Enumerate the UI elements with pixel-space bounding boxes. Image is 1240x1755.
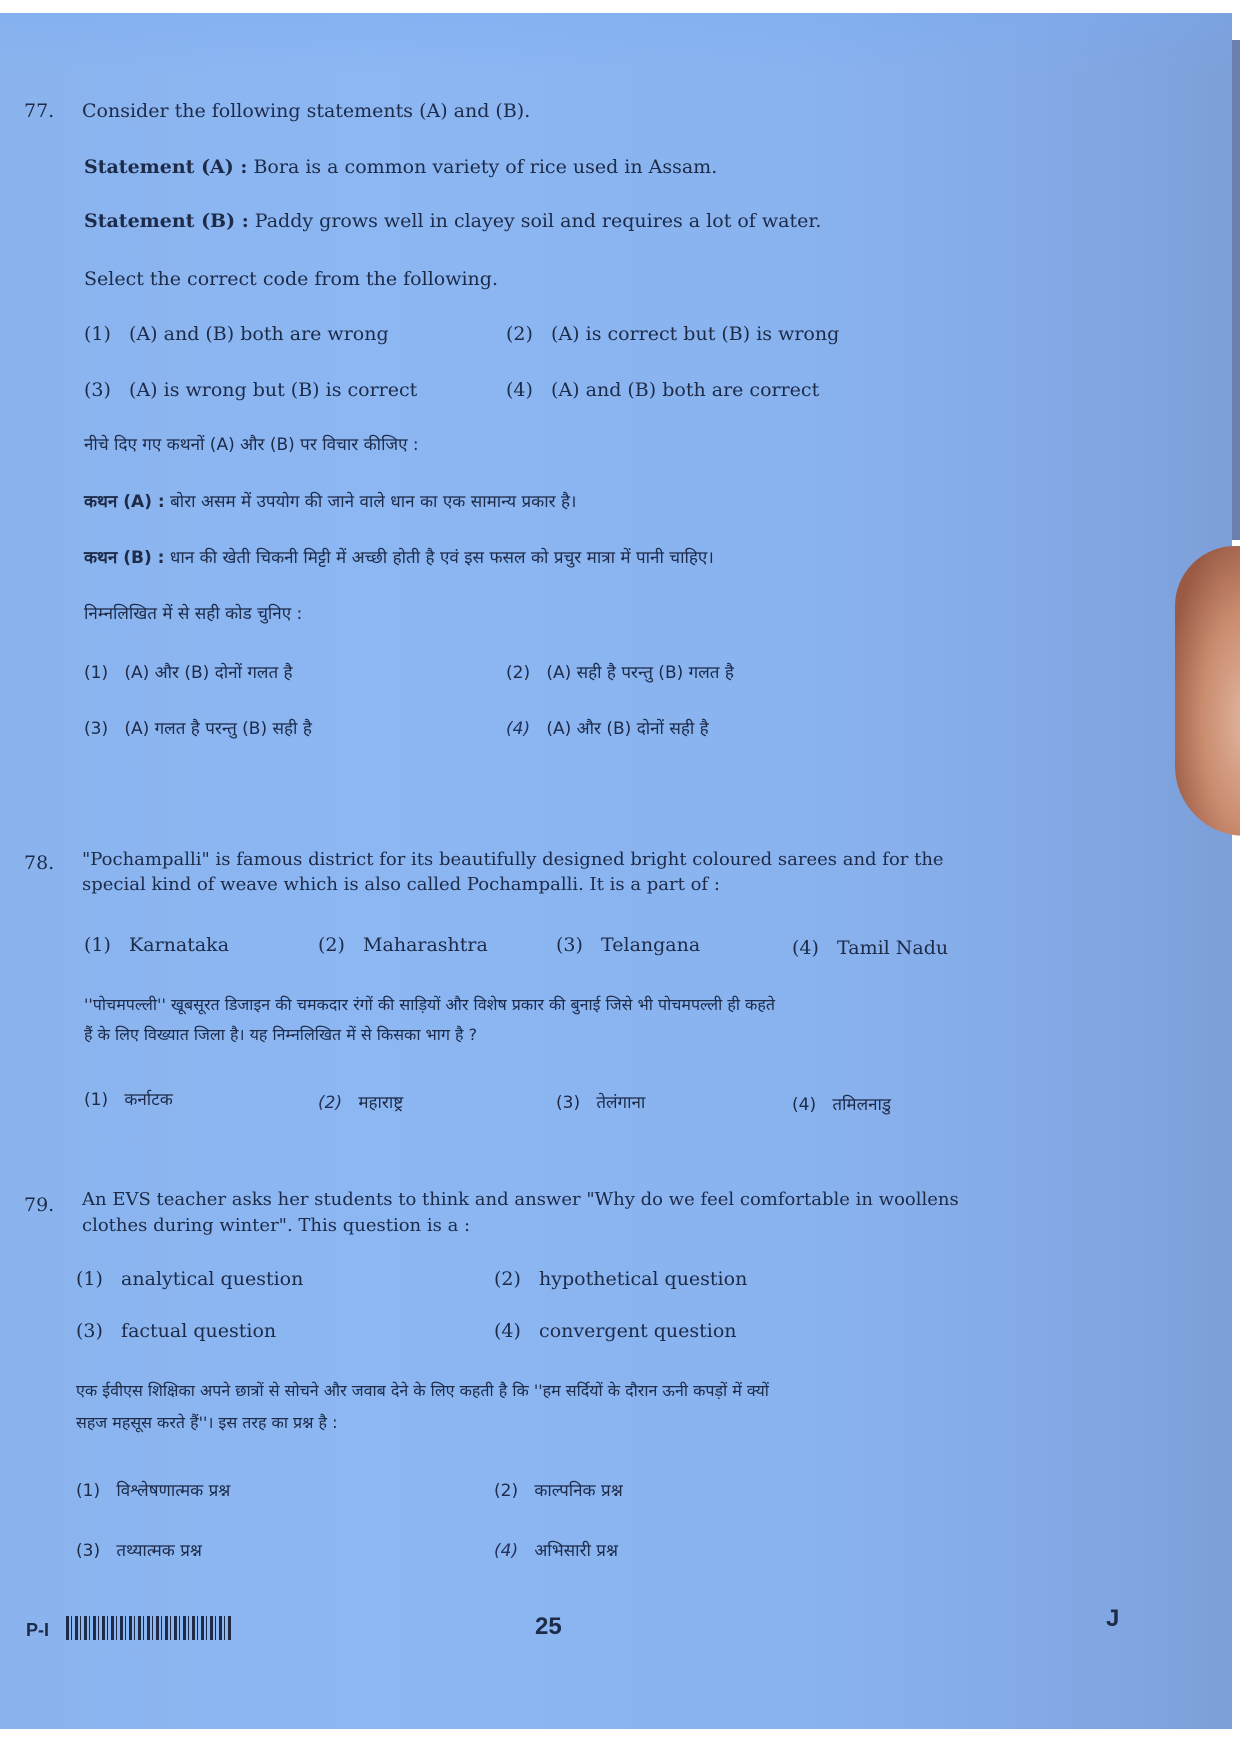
option-4[interactable]: (4) convergent question xyxy=(494,1320,737,1342)
page-number: 25 xyxy=(535,1613,562,1640)
shadow-edge xyxy=(1232,40,1240,540)
hindi-question-stem-line-2: सहज महसूस करते हैं''। इस तरह का प्रश्न है : xyxy=(76,1413,338,1432)
hindi-option-2[interactable]: (2) (A) सही है परन्तु (B) गलत है xyxy=(506,663,734,683)
question-stem-line-1: "Pochampalli" is famous district for its beautifully designed bright coloured sarees and for the xyxy=(82,849,944,870)
option-2[interactable]: (2) Maharashtra xyxy=(318,934,488,956)
hindi-question-stem-line-2: हैं के लिए विख्यात जिला है। यह निम्नलिखित में से किसका भाग है ? xyxy=(84,1025,478,1044)
hindi-option-3[interactable]: (3) (A) गलत है परन्तु (B) सही है xyxy=(84,719,312,739)
question-stem-line-1: An EVS teacher asks her students to think and answer "Why do we feel comfortable in woollens xyxy=(82,1189,959,1210)
hindi-option-1[interactable]: (1) कर्नाटक xyxy=(84,1090,173,1110)
question-number: 78. xyxy=(24,852,55,874)
barcode-icon xyxy=(66,1616,232,1640)
option-1[interactable]: (1) analytical question xyxy=(76,1268,304,1290)
pen-mark-icon: (4) xyxy=(506,719,531,739)
option-2[interactable]: (2) (A) is correct but (B) is wrong xyxy=(506,323,840,345)
set-code: J xyxy=(1106,1605,1120,1632)
instruction: Select the correct code from the following. xyxy=(84,268,498,290)
hindi-statement-b: कथन (B) : धान की खेती चिकनी मिट्टी में अच्छी होती है एवं इस फसल को प्रचुर मात्रा में पानी चाहिए। xyxy=(84,548,714,568)
hindi-question-stem-line-1: एक ईवीएस शिक्षिका अपने छात्रों से सोचने और जवाब देने के लिए कहती है कि ''हम सर्दियों के दौरान ऊनी कपड़ों में क्यों xyxy=(76,1381,769,1400)
option-4[interactable]: (4) Tamil Nadu xyxy=(792,937,949,959)
option-2[interactable]: (2) hypothetical question xyxy=(494,1268,748,1290)
hindi-option-3[interactable]: (3) तेलंगाना xyxy=(556,1093,646,1113)
option-3[interactable]: (3) Telangana xyxy=(556,934,701,956)
hindi-statement-a: कथन (A) : बोरा असम में उपयोग की जाने वाले धान का एक सामान्य प्रकार है। xyxy=(84,492,577,512)
hindi-question-stem: नीचे दिए गए कथनों (A) और (B) पर विचार कीजिए : xyxy=(84,435,419,455)
thumb-image xyxy=(1175,546,1240,836)
statement-b: Statement (B) : Paddy grows well in clayey soil and requires a lot of water. xyxy=(84,210,822,232)
pen-mark-icon: (4) xyxy=(494,1541,519,1561)
hindi-question-stem-line-1: ''पोचमपल्ली'' खूबसूरत डिजाइन की चमकदार रंगों की साड़ियों और विशेष प्रकार की बुनाई जिसे भी पोचमपल्ली ही कहते xyxy=(84,995,775,1014)
question-stem-line-2: special kind of weave which is also called Pochampalli. It is a part of : xyxy=(82,874,720,895)
hindi-option-1[interactable]: (1) (A) और (B) दोनों गलत है xyxy=(84,663,293,683)
hindi-option-3[interactable]: (3) तथ्यात्मक प्रश्न xyxy=(76,1541,202,1561)
option-1[interactable]: (1) (A) and (B) both are wrong xyxy=(84,323,389,345)
hindi-option-1[interactable]: (1) विश्लेषणात्मक प्रश्न xyxy=(76,1481,231,1501)
hindi-option-4-marked[interactable]: (4) (A) और (B) दोनों सही है xyxy=(506,719,709,739)
option-3[interactable]: (3) factual question xyxy=(76,1320,277,1342)
option-3[interactable]: (3) (A) is wrong but (B) is correct xyxy=(84,379,418,401)
pen-mark-icon: (2) xyxy=(318,1093,343,1113)
option-4[interactable]: (4) (A) and (B) both are correct xyxy=(506,379,820,401)
hindi-instruction: निम्नलिखित में से सही कोड चुनिए : xyxy=(84,604,303,624)
question-number: 79. xyxy=(24,1194,55,1216)
question-number: 77. xyxy=(24,100,55,122)
question-stem: Consider the following statements (A) and (B). xyxy=(82,100,531,122)
question-stem-line-2: clothes during winter". This question is a : xyxy=(82,1215,471,1236)
hindi-option-4[interactable]: (4) तमिलनाडु xyxy=(792,1095,892,1115)
option-1[interactable]: (1) Karnataka xyxy=(84,934,230,956)
hindi-option-2-marked[interactable]: (2) महाराष्ट्र xyxy=(318,1093,404,1113)
hindi-option-2[interactable]: (2) काल्पनिक प्रश्न xyxy=(494,1481,623,1501)
paper-code: P-I xyxy=(26,1620,50,1640)
statement-a: Statement (A) : Bora is a common variety of rice used in Assam. xyxy=(84,156,718,178)
hindi-option-4-marked[interactable]: (4) अभिसारी प्रश्न xyxy=(494,1541,619,1561)
exam-page xyxy=(0,13,1232,1729)
